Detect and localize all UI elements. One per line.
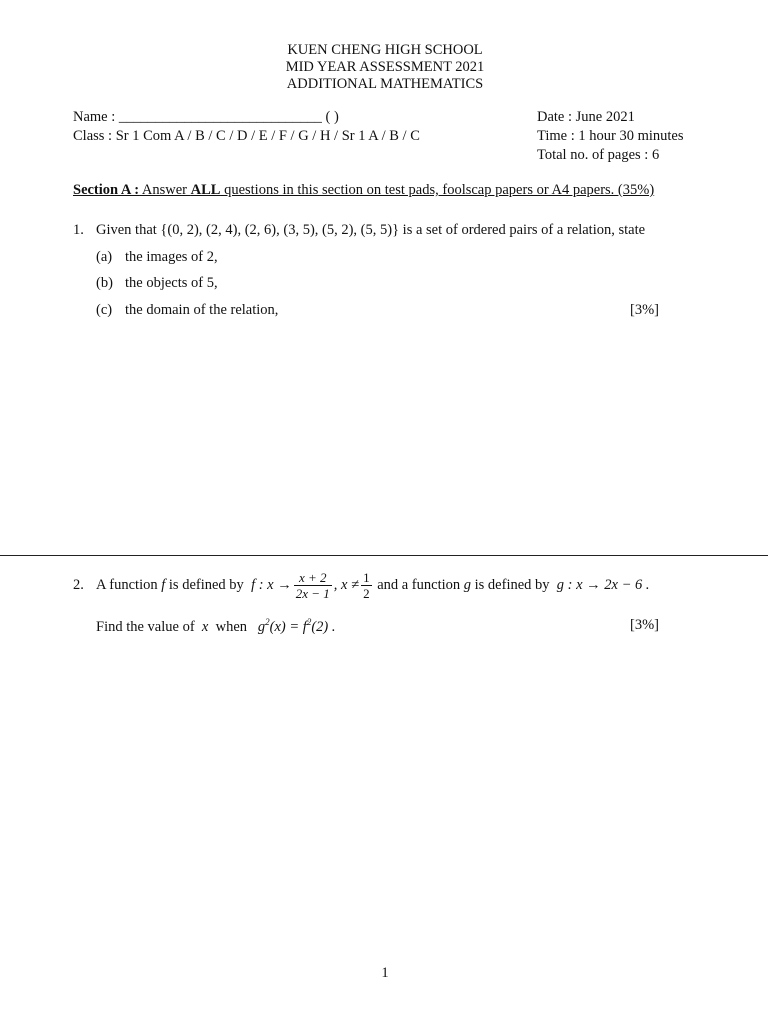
q2-stem-d: is defined by: [474, 576, 550, 593]
page-number: 1: [381, 965, 389, 981]
section-a-instruction: [73, 182, 654, 199]
pages-field: Total no. of pages : 6: [537, 147, 660, 163]
q2-number: 2.: [73, 577, 84, 593]
time-field: Time : 1 hour 30 minutes: [537, 128, 684, 144]
q1-part-c-text: the domain of the relation,: [125, 302, 279, 318]
q2-f-numerator: x + 2: [294, 570, 332, 586]
q2-when: when: [215, 619, 248, 635]
q2-f-fraction: [294, 570, 332, 601]
q2-f-denominator: 2x − 1: [295, 585, 330, 601]
q2-condition-fraction: [361, 570, 372, 601]
section-text-post: questions in this section on test pads, foolscap papers or A4 papers. (35%): [220, 182, 655, 198]
q2-g-symbol: g: [463, 576, 472, 593]
q1-part-b-text: the objects of 5,: [125, 275, 218, 291]
class-field: Class : Sr 1 Com A / B / C / D / E / F / G / H / Sr 1 A / B / C: [73, 128, 420, 144]
q2-stem-b: is defined by: [168, 576, 244, 593]
section-text-bold: ALL: [190, 182, 221, 198]
q2-cond-denominator: 2: [363, 585, 370, 601]
q2-g-map: g : x → 2x − 6 .: [556, 576, 650, 593]
q2-condition: , x ≠: [333, 576, 360, 593]
section-divider: [0, 555, 768, 556]
q2-eq-end: (2) .: [311, 619, 336, 635]
date-field: Date : June 2021: [537, 109, 635, 125]
q2-stem: [96, 566, 650, 604]
q1-part-a-text: the images of 2,: [125, 249, 218, 265]
q2-eq-mid: (x) = f: [269, 619, 307, 635]
q2-find: Find the value of: [96, 619, 195, 635]
q2-marks: [3%]: [630, 617, 659, 633]
q2-cond-numerator: 1: [363, 569, 370, 585]
q2-stem-a: A function: [96, 576, 158, 593]
subject-title: ADDITIONAL MATHEMATICS: [286, 76, 484, 92]
q2-find-line: [96, 617, 335, 636]
q1-part-b-label: (b): [96, 275, 113, 291]
name-field: Name : ____________________________ ( ): [73, 109, 339, 125]
q1-marks: [3%]: [630, 302, 659, 318]
q1-part-a-label: (a): [96, 249, 113, 265]
q2-f-symbol: f: [161, 576, 166, 593]
q1-part-c-label: (c): [96, 302, 113, 318]
section-text-pre: Answer: [139, 182, 191, 198]
school-name: KUEN CHENG HIGH SCHOOL: [287, 42, 483, 58]
assessment-title: MID YEAR ASSESSMENT 2021: [285, 59, 485, 75]
q2-x-symbol: x: [201, 619, 209, 635]
q2-eq-g: g: [257, 619, 266, 635]
q2-eq-g-power: 2: [265, 617, 270, 627]
q2-eq-f-power: 2: [306, 617, 312, 627]
q1-stem: Given that {(0, 2), (2, 4), (2, 6), (3, 5), (5, 2), (5, 5)} is a set of ordered pairs of a relation, state: [96, 222, 646, 238]
q2-equation: [258, 619, 336, 635]
q2-f-map: f : x →: [251, 576, 292, 593]
section-a-label: Section A :: [73, 182, 140, 198]
q2-stem-c: and a function: [377, 576, 461, 593]
q1-number: 1.: [73, 222, 84, 238]
